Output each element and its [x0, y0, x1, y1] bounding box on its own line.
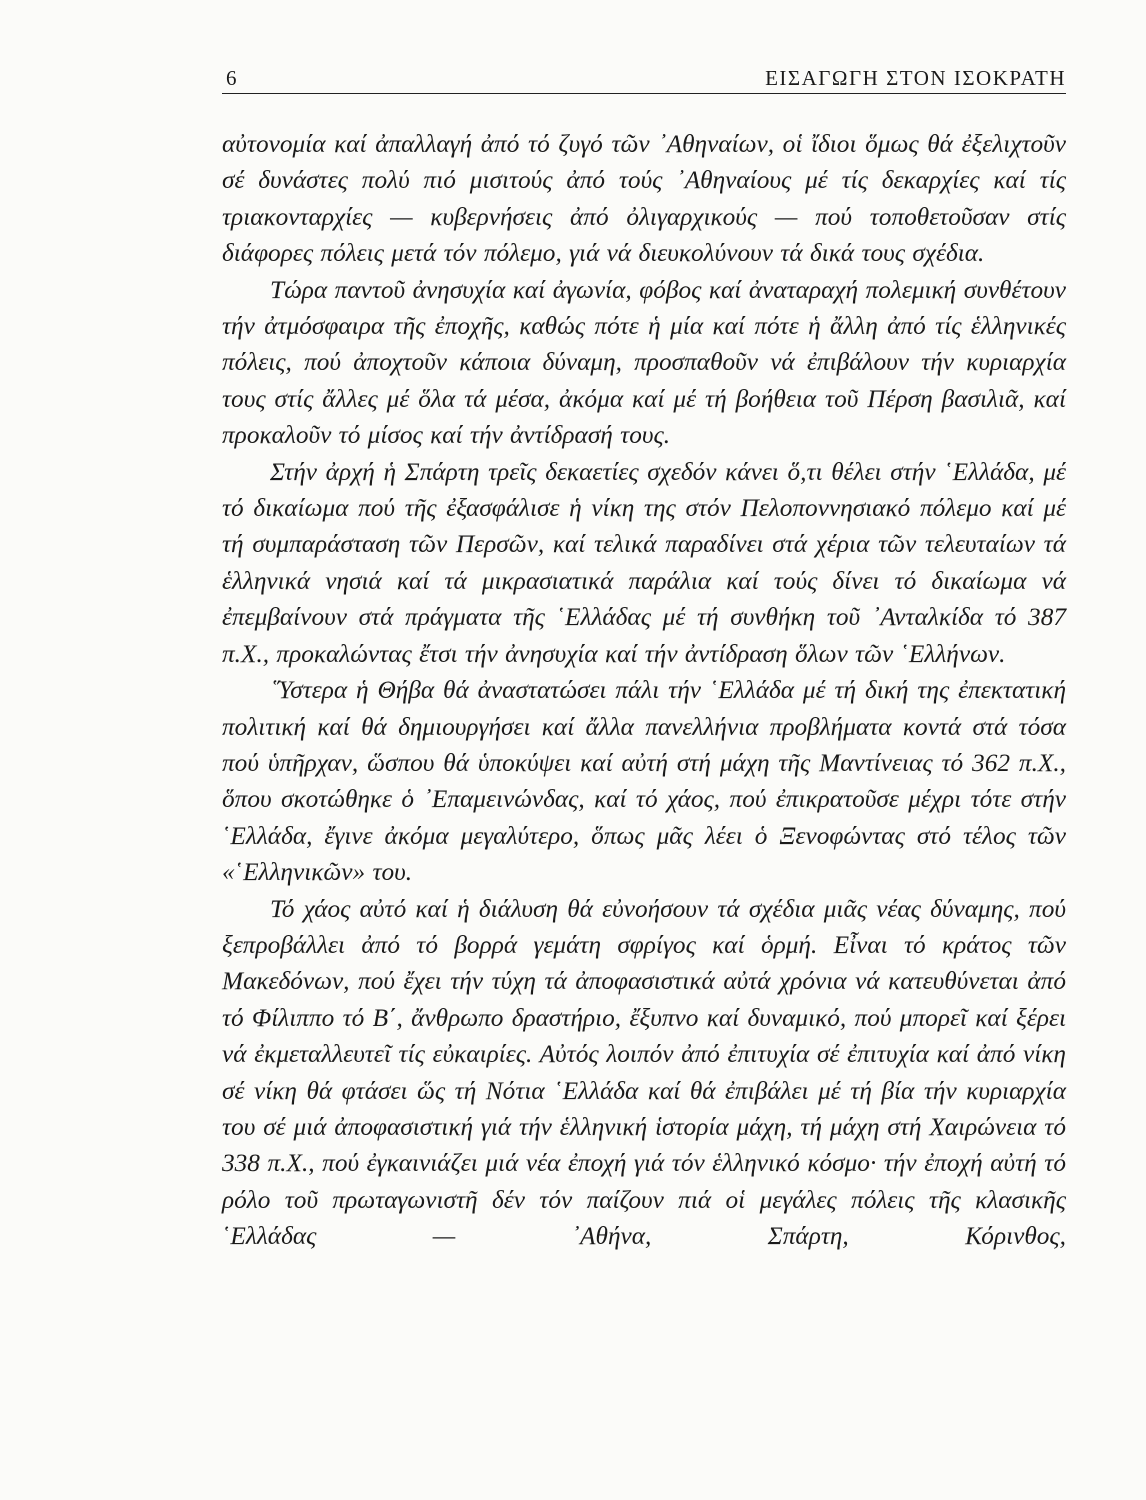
paragraph-5: Τό χάος αὐτό καί ἡ διάλυση θά εὐνοήσουν τά σχέδια μιᾶς νέας δύναμης, πού ξεπροβάλλει ἀπό τό βορρά γεμάτη σφρίγος καί ὁρμή. Εἶναι τό κράτος τῶν Μακεδόνων, πού ἔχει τήν τύχη τά ἀποφασιστικά αὐτά χρόνια νά κατευθύνεται ἀπό τό Φίλιππο τό Β΄, ἄνθρωπο δραστήριο, ἔξυπνο καί δυναμικό, πού μπορεῖ καί ξέρει νά ἐκμεταλλευτεῖ τίς εὐκαιρίες. Αὐτός λοιπόν ἀπό ἐπιτυχία σέ ἐπιτυχία καί ἀπό νίκη σέ νίκη θά φτάσει ὥς τή Νότια ῾Ελλάδα καί θά ἐπιβάλει μέ τή βία τήν κυριαρχία του σέ μιά ἀποφασιστική γιά τήν ἑλληνική ἱστορία μάχη, τή μάχη στή Χαιρώνεια τό 338 π.Χ., πού ἐγκαινιάζει μιά νέα ἐποχή γιά τόν ἑλληνικό κόσμο· τήν ἐποχή αὐτή τό ρόλο τοῦ πρωταγωνιστῆ δέν τόν παίζουν πιά οἱ μεγάλες πόλεις τῆς κλασικῆς ῾Ελλάδας — ᾿Αθήνα, Σπάρτη, Κόρινθος,: [222, 894, 1066, 1251]
paragraph-2: Τώρα παντοῦ ἀνησυχία καί ἀγωνία, φόβος καί ἀναταραχή πολεμική συνθέτουν τήν ἀτμόσφαιρα τῆς ἐποχῆς, καθώς πότε ἡ μία καί πότε ἡ ἄλλη ἀπό τίς ἑλληνικές πόλεις, πού ἀποχτοῦν κάποια δύναμη, προσπαθοῦν νά ἐπιβάλουν τήν κυριαρχία τους στίς ἄλλες μέ ὅλα τά μέσα, ἀκόμα καί μέ τή βοήθεια τοῦ Πέρση βασιλιᾶ, καί προκαλοῦν τό μίσος καί τήν ἀντίδρασή τους.: [222, 275, 1066, 450]
running-head: [222, 64, 1066, 92]
paragraph-1: αὐτονομία καί ἀπαλλαγή ἀπό τό ζυγό τῶν ᾿Αθηναίων, οἱ ἴδιοι ὅμως θά ἐξελιχτοῦν σέ δυνάστες πολύ πιό μισιτούς ἀπό τούς ᾿Αθηναίους μέ τίς δεκαρχίες καί τίς τριακονταρχίες — κυβερνήσεις ἀπό ὀλιγαρχικούς — πού τοποθετοῦσαν στίς διάφορες πόλεις μετά τόν πόλεμο, γιά νά διευκολύνουν τά δικά τους σχέδια.: [222, 130, 1066, 268]
running-title: ΕΙΣΑΓΩΓΗ ΣΤΟΝ ΙΣΟΚΡΑΤΗ: [765, 66, 1066, 90]
header-rule: [222, 93, 1066, 94]
paragraph-4: ῞Υστερα ἡ Θήβα θά ἀναστατώσει πάλι τήν ῾Ελλάδα μέ τή δική της ἐπεκτατική πολιτική καί θά δημιουργήσει καί ἄλλα πανελλήνια προβλήματα κοντά στά τόσα πού ὑπῆρχαν, ὥσπου θά ὑποκύψει καί αὐτή στή μάχη τῆς Μαντίνειας τό 362 π.Χ., ὅπου σκοτώθηκε ὁ ᾿Επαμεινώνδας, καί τό χάος, πού ἐπικρατοῦσε μέχρι τότε στήν ῾Ελλάδα, ἔγινε ἀκόμα μεγαλύτερο, ὅπως μᾶς λέει ὁ Ξενοφώντας στό τέλος τῶν «῾Ελληνικῶν» του.: [222, 676, 1066, 887]
body-text: [222, 126, 1066, 1255]
page-number: 6: [226, 66, 237, 90]
paragraph-3: Στήν ἀρχή ἡ Σπάρτη τρεῖς δεκαετίες σχεδόν κάνει ὅ,τι θέλει στήν ῾Ελλάδα, μέ τό δικαίωμα πού τῆς ἐξασφάλισε ἡ νίκη της στόν Πελοποννησιακό πόλεμο καί μέ τή συμπαράσταση τῶν Περσῶν, καί τελικά παραδίνει στά χέρια τῶν τελευταίων τά ἑλληνικά νησιά καί τά μικρασιατικά παράλια καί τούς δίνει τό δικαίωμα νά ἐπεμβαίνουν στά πράγματα τῆς ῾Ελλάδας μέ τή συνθήκη τοῦ ᾿Ανταλκίδα τό 387 π.Χ., προκαλώντας ἔτσι τήν ἀνησυχία καί τήν ἀντίδραση ὅλων τῶν ῾Ελλήνων.: [222, 457, 1066, 668]
